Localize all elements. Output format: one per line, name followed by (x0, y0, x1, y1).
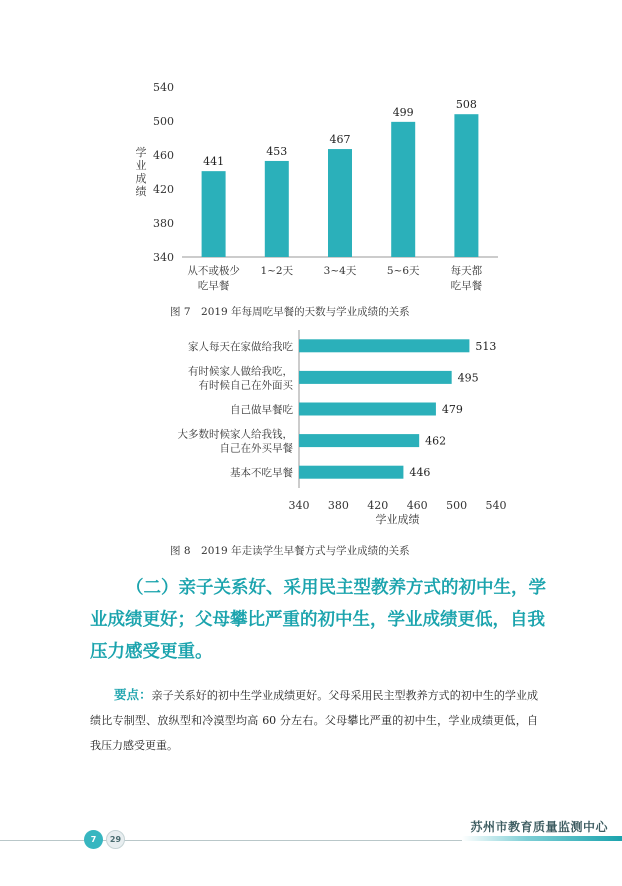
bar-4 (299, 466, 403, 479)
y-tick-label-2-0: 自己做早餐吃 (230, 404, 293, 416)
y-tick-label-3-0: 大多数时候家人给我钱， (177, 428, 293, 441)
bar-1 (299, 371, 452, 384)
y-tick-label-0-0: 家人每天在家做给我吃 (188, 340, 293, 353)
data-label-4: 508 (455, 98, 477, 112)
y-tick-label-0: 340 (153, 251, 174, 264)
section-heading-text: （二）亲子关系好、采用民主型教养方式的初中生，学业成绩更好；父母攀比严重的初中生，学业成绩更低，自我压力感受更重。 (90, 578, 546, 662)
figure8-bar-chart (0, 325, 622, 535)
x-tick-label-3: 460 (406, 499, 428, 512)
key-point-text: 亲子关系好的初中生学业成绩更好。父母采用民主型教养方式的初中生的学业成绩比专制型、放纵型和冷漠型均高 60 分左右。父母攀比严重的初中生，学业成绩更低，自我压力感受更重。 (90, 689, 538, 752)
organization-name: 苏州市教育质量监测中心 (470, 820, 608, 834)
y-tick-label-1-0: 有时候家人做给我吃， (188, 365, 293, 378)
data-label-2: 479 (441, 403, 463, 416)
x-tick-label-1: 380 (327, 499, 349, 512)
figure7-bar-chart (0, 0, 622, 300)
bar-1 (265, 161, 289, 257)
page-number-total: 29 (106, 830, 125, 849)
y-tick-label-4: 500 (153, 115, 174, 128)
bar-3 (391, 122, 415, 257)
y-tick-label-1-1: 有时候自己在外面买 (198, 379, 293, 392)
x-tick-label-4-1: 吃早餐 (450, 280, 483, 292)
x-tick-label-2: 420 (367, 499, 389, 512)
x-tick-label-5: 540 (485, 499, 507, 512)
x-axis-label: 学业成绩 (375, 513, 420, 526)
x-tick-label-0-0: 从不或极少 (187, 265, 240, 277)
y-tick-label-5: 540 (153, 81, 174, 94)
bar-0 (299, 339, 469, 352)
y-tick-label-3-1: 自己在外买早餐 (219, 442, 293, 455)
data-label-2: 467 (329, 133, 351, 147)
data-label-3: 499 (392, 105, 414, 119)
y-axis-label-char-1: 业 (135, 159, 147, 172)
y-axis-label-char-2: 成 (135, 172, 147, 185)
bar-2 (328, 149, 352, 257)
x-tick-label-3-0: 5~6天 (386, 265, 420, 277)
y-tick-label-3: 460 (153, 149, 174, 162)
page-number-current: 7 (84, 830, 103, 849)
data-label-0: 441 (203, 155, 225, 169)
key-point-paragraph (90, 682, 538, 758)
footer-accent-bar (462, 836, 622, 841)
bar-3 (299, 434, 419, 447)
y-axis-label-char-0: 学 (135, 146, 147, 159)
x-tick-label-0: 340 (288, 499, 310, 512)
y-tick-label-4-0: 基本不吃早餐 (230, 467, 293, 480)
figure7-caption: 图 7 2019 年每周吃早餐的天数与学业成绩的关系 (170, 306, 410, 318)
bar-4 (454, 114, 478, 257)
x-tick-label-4: 500 (446, 499, 468, 512)
x-tick-label-1-0: 1~2天 (260, 265, 294, 277)
x-tick-label-4-0: 每天都 (450, 265, 483, 277)
y-axis-label-char-3: 绩 (135, 185, 147, 198)
x-tick-label-0-1: 吃早餐 (197, 280, 230, 292)
figure8-caption: 图 8 2019 年走读学生早餐方式与学业成绩的关系 (170, 545, 410, 557)
bar-2 (299, 403, 436, 416)
section-heading (90, 572, 550, 668)
data-label-3: 462 (425, 434, 447, 448)
x-tick-label-2-0: 3~4天 (323, 265, 357, 277)
key-point-label: 要点： (114, 687, 152, 702)
data-label-1: 495 (457, 371, 479, 385)
y-tick-label-1: 380 (153, 217, 174, 230)
bar-0 (202, 171, 226, 257)
y-tick-label-2: 420 (153, 183, 174, 196)
data-label-4: 446 (409, 466, 431, 480)
data-label-0: 513 (475, 339, 497, 353)
data-label-1: 453 (266, 144, 288, 158)
